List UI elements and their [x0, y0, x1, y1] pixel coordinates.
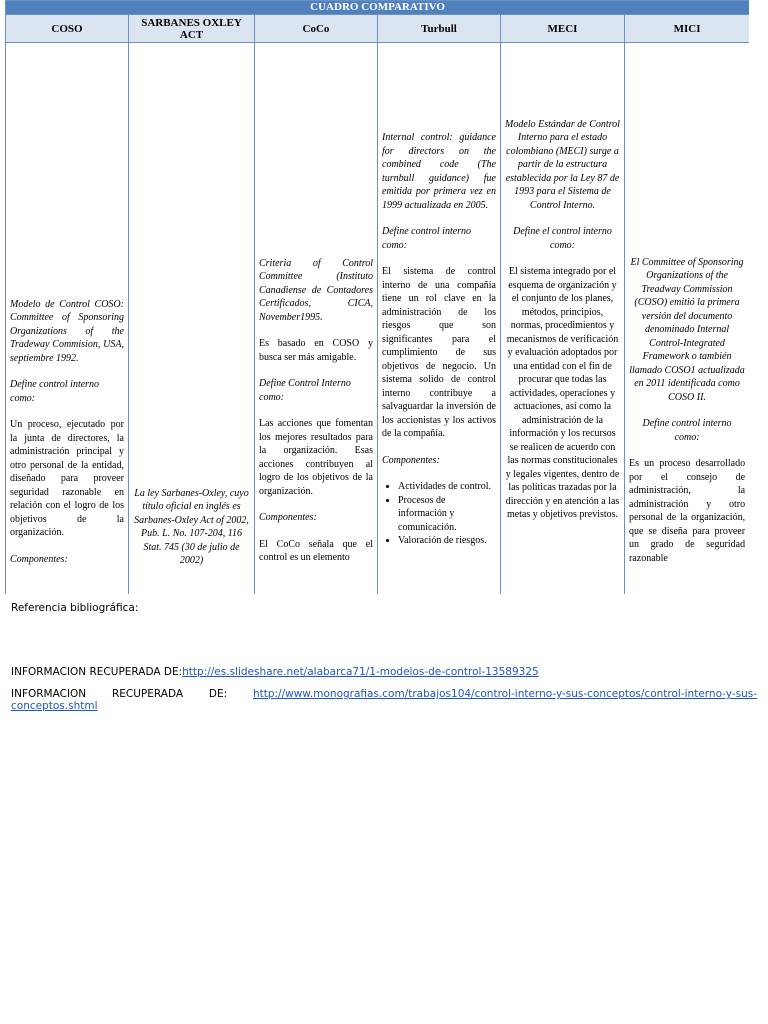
content-row [6, 43, 750, 595]
coco-define: Define Control Interno como: [259, 378, 351, 403]
cell-sarbanes-oxley [129, 43, 255, 595]
turbull-definition: El sistema de control interno de una compañía tiene un rol clave en la administración de los riesgos que son significantes para el cumplimiento de sus objetivos de negocio. Un sistema solido de control interno contribuye a salvaguardar la inversión de los accionistas y los activos de la compañía. [382, 266, 496, 440]
coso-define: Define control interno como: [10, 379, 100, 404]
cell-coco [255, 43, 378, 595]
turbull-components-list [382, 480, 496, 548]
coco-basis: Es basado en COSO y busca ser más amigable. [259, 338, 373, 363]
mici-definition: Es un proceso desarrollado por el consejo de administración, la administración y otro personal de la organización, que se diseña para proveer un grado de seguridad razonable [629, 458, 746, 564]
coco-components-text: El CoCo señala que el control es un elemento [259, 538, 373, 563]
list-item: • Procesos de información y comunicación. [398, 494, 496, 535]
turbull-intro: Internal control: guidance for directors on the combined code (The turnbull guidance) fue emitida por primera vez en 1999 actualizada en 2005. [382, 132, 496, 211]
coco-intro: Criteria of Control Committee (Instituto Canadiense de Contadores Certificados, CICA, November1995. [259, 257, 373, 323]
coco-definition: Las acciones que fomentan los mejores resultados para la organización. Esas acciones contribuyen al logro de los objetivos de la organización. [259, 418, 373, 497]
reference-1-link[interactable]: http://es.slideshare.net/alabarca71/1-modelos-de-control-13589325 [182, 666, 539, 678]
header-row [6, 15, 750, 43]
reference-2-link[interactable]: http://www.monografias.com/trabajos104/control-interno-y-sus-conceptos/control-interno-y-sus- [252, 688, 757, 700]
sox-description: La ley Sarbanes-Oxley, cuyo título oficial en inglés es Sarbanes-Oxley Act of 2002, Pub. L. No. 107-204, 116 Stat. 745 (30 de julio de 2002) [134, 487, 249, 566]
cell-turbull [378, 43, 501, 595]
meci-definition: El sistema integrado por el esquema de organización y el conjunto de los planes, métodos, principios, normas, procedimientos y mecanismos de verificación y evaluación adoptados por una entidad con el fin de procurar que todas las actividades, operaciones y actuaciones, así como la administración de la información y los recursos se realicen de acuerdo con las normas constitucionales y legales vigentes, dentro de las políticas trazadas por la dirección y en atención a las metas y objetivos previstos. [505, 266, 620, 520]
header-coso: COSO [6, 15, 129, 43]
coso-intro: Modelo de Control COSO: Committee of Sponsoring Organizations of the Tradeway Commision, USA, septiembre 1992. [10, 298, 124, 364]
reference-2-second-line [11, 700, 757, 712]
coso-components: Componentes: [10, 553, 68, 565]
reference-2-word: DE: [208, 688, 228, 700]
header-turbull: Turbull [378, 15, 501, 43]
reference-2 [11, 688, 757, 712]
mici-intro: El Committee of Sponsoring Organizations of the Treadway Commission (COSO) emitió la primera versión del documento denominado Internal Control-Integrated Framework o también llamado COSO1 actualizada en 2011 identificada como COSO II. [629, 256, 745, 403]
cell-meci [501, 43, 625, 595]
reference-2-word: INFORMACION [11, 688, 87, 700]
turbull-components: Componentes: [382, 454, 440, 466]
cell-mici [625, 43, 750, 595]
meci-intro: Modelo Estándar de Control Interno para el estado colombiano (MECI) surge a partir de la estructura establecida por la Ley 87 de 1993 para el Sistema de Control Interno. [505, 118, 620, 211]
reference-2-first-line [11, 688, 757, 700]
references-heading: Referencia bibliográfica: [11, 602, 139, 614]
table-title: CUADRO COMPARATIVO [6, 1, 750, 15]
reference-1 [11, 666, 757, 678]
reference-2-link-continued[interactable]: conceptos.shtml [11, 700, 98, 712]
mici-define: Define control interno como: [642, 418, 732, 443]
meci-define: Define el control interno como: [513, 226, 612, 251]
coso-definition: Un proceso, ejecutado por la junta de directores, la administración principal y otro personal de la entidad, diseñado para proveer seguridad razonable en relación con el logro de los objetivos de la organización. [10, 419, 124, 539]
header-mici: MICI [625, 15, 750, 43]
header-meci: MECI [501, 15, 625, 43]
comparison-table-container [5, 0, 749, 594]
header-coco: CoCo [255, 15, 378, 43]
header-sarbanes-oxley: SARBANES OXLEY ACT [129, 15, 255, 43]
reference-1-prefix: INFORMACION RECUPERADA DE: [11, 666, 183, 678]
coco-components: Componentes: [259, 512, 317, 523]
turbull-define: Define control interno como: [382, 226, 472, 251]
reference-2-word: RECUPERADA [111, 688, 184, 700]
comparison-table [5, 0, 749, 594]
list-item: • Valoración de riesgos. [398, 534, 496, 548]
list-item: • Actividades de control. [398, 480, 496, 494]
cell-coso [6, 43, 129, 595]
